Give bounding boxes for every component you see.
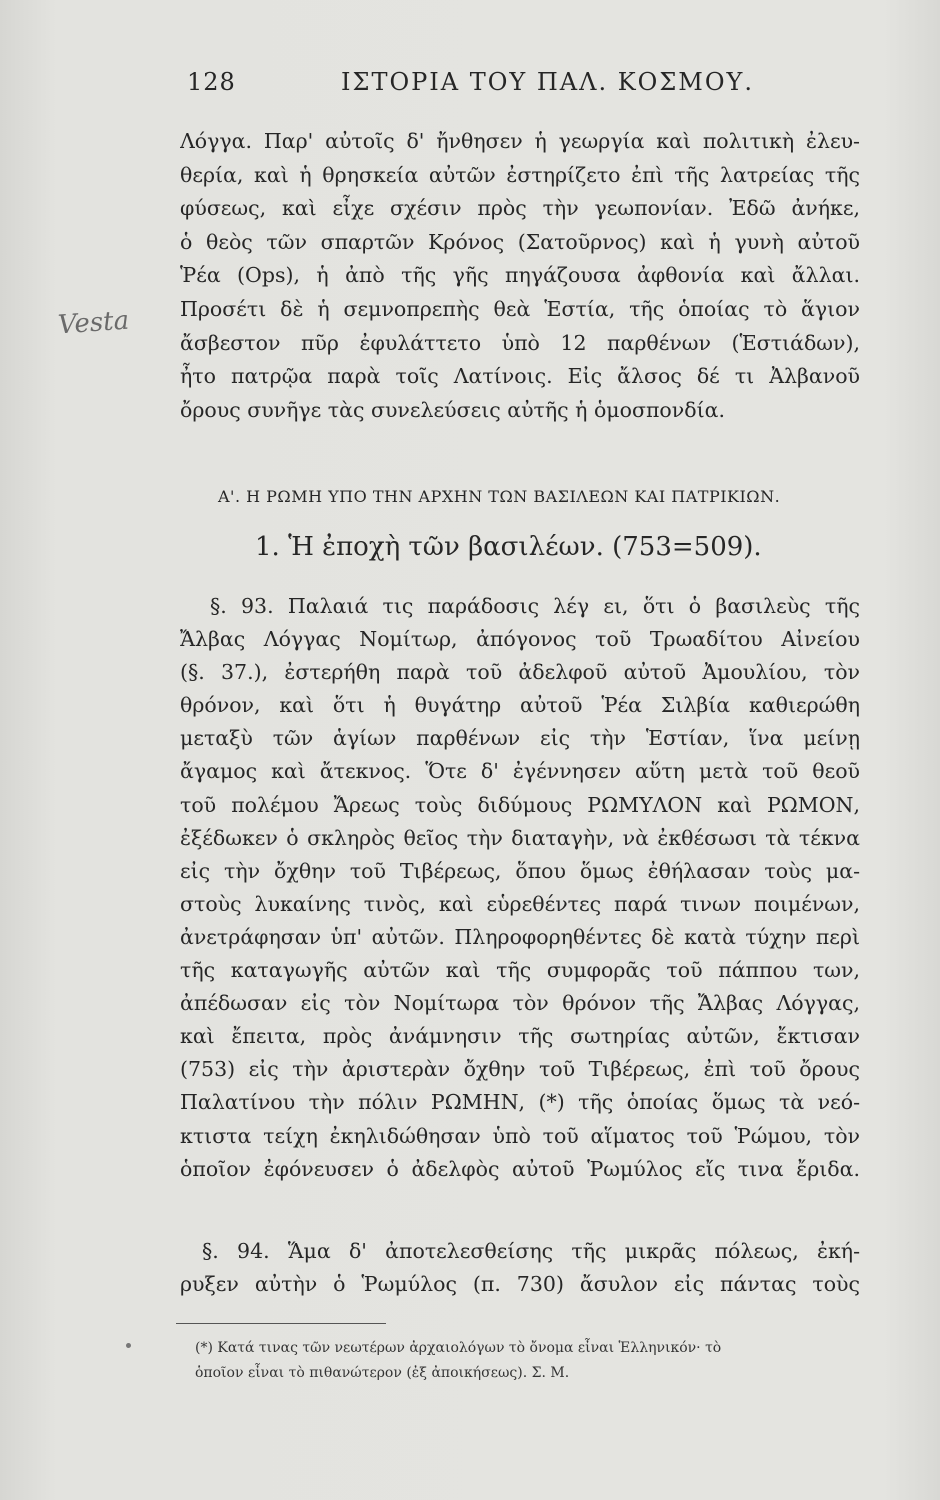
text-line: §. 93. Παλαιά τις παράδοσις λέγ ει, ὅτι ὁ βασιλεὺς τῆς <box>210 594 860 618</box>
text-line: εἰς τὴν ὄχθην τοῦ Τιβέρεως, ὅπου ὅμως ἐθήλασαν τοὺς μα- <box>180 858 860 883</box>
text-line: φύσεως, καὶ εἶχε σχέσιν πρὸς τὴν γεωπονίαν. Ἐδῶ ἀνήκε, <box>180 196 860 221</box>
text-line: ὁποῖον ἐφόνευσεν ὁ ἀδελφὸς αὐτοῦ Ῥωμύλος εἴς τινα ἔριδα. <box>180 1156 860 1181</box>
text-line: ἦτο πατρῷα παρὰ τοῖς Λατίνοις. Εἰς ἄλσος δέ τι Ἀλβανοῦ <box>180 364 860 389</box>
text-line: §. 94. Ἅμα δ' ἀποτελεσθείσης τῆς μικρᾶς πόλεως, ἐκή- <box>202 1239 860 1263</box>
running-head: ΙΣΤΟΡΙΑ ΤΟΥ ΠΑΛ. ΚΟΣΜΟΥ. <box>341 68 755 96</box>
page-number: 128 <box>187 68 236 96</box>
subsection-heading: 1. Ἡ ἐποχὴ τῶν βασιλέων. (753=509). <box>255 532 762 562</box>
section-heading: Α'. Η ΡΩΜΗ ΥΠΟ ΤΗΝ ΑΡΧΗΝ ΤΩΝ ΒΑΣΙΛΕΩΝ ΚΑΙ ΠΑΤΡΙΚΙΩΝ. <box>218 487 781 506</box>
margin-dot <box>126 1343 131 1348</box>
text-line: Ἄλβας Λόγγας Νομίτωρ, ἀπόγονος τοῦ Τρωαδίτου Αἰνείου <box>180 627 860 652</box>
text-line: θρόνον, καὶ ὅτι ἡ θυγάτηρ αὐτοῦ Ῥέα Σιλβία καθιερώθη <box>180 693 860 718</box>
text-line: Ῥέα (Ops), ἡ ἀπὸ τῆς γῆς πηγάζουσα ἀφθονία καὶ ἄλλαι. <box>180 263 860 288</box>
footnote <box>195 1336 855 1386</box>
text-line: ἀνετράφησαν ὑπ' αὐτῶν. Πληροφορηθέντες δὲ κατὰ τύχην περὶ <box>180 924 860 949</box>
page-header <box>187 68 867 104</box>
footnote-rule <box>176 1323 386 1324</box>
paragraph-1 <box>180 125 860 427</box>
text-line: μεταξὺ τῶν ἁγίων παρθένων εἰς τὴν Ἑστίαν, ἵνα μείνῃ <box>180 726 860 751</box>
margin-note: Vesta <box>57 305 131 341</box>
text-line: ὁ θεὸς τῶν σπαρτῶν Κρόνος (Σατοῦρνος) καὶ ἡ γυνὴ αὐτοῦ <box>180 229 860 254</box>
text-line: τοῦ πολέμου Ἄρεως τοὺς διδύμους ΡΩΜΥΛΟΝ καὶ ΡΩΜΟΝ, <box>180 792 860 817</box>
text-line: ὄρους συνῆγε τὰς συνελεύσεις αὐτῆς ἡ ὁμοσπονδία. <box>180 397 725 422</box>
text-line: ἐξέδωκεν ὁ σκληρὸς θεῖος τὴν διαταγὴν, νὰ ἐκθέσωσι τὰ τέκνα <box>180 825 860 850</box>
footnote-line: (*) Κατά τινας τῶν νεωτέρων ἀρχαιολόγων τὸ ὄνομα εἶναι Ἑλληνικόν· τὸ <box>195 1340 722 1356</box>
text-line: (753) εἰς τὴν ἀριστερὰν ὄχθην τοῦ Τιβέρεως, ἐπὶ τοῦ ὄρους <box>180 1057 860 1082</box>
text-line: ἀπέδωσαν εἰς τὸν Νομίτωρα τὸν θρόνον τῆς Ἄλβας Λόγγας, <box>180 991 860 1016</box>
paragraph-2 <box>180 590 860 1186</box>
text-line: ἄγαμος καὶ ἄτεκνος. Ὅτε δ' ἐγέννησεν αὕτη μετὰ τοῦ θεοῦ <box>180 759 860 784</box>
text-line: (§. 37.), ἐστερήθη παρὰ τοῦ ἀδελφοῦ αὐτοῦ Ἀμουλίου, τὸν <box>180 660 860 685</box>
text-line: Λόγγα. Παρ' αὐτοῖς δ' ἤνθησεν ἡ γεωργία καὶ πολιτικὴ ἐλευ- <box>180 129 860 153</box>
footnote-line: ὁποῖον εἶναι τὸ πιθανώτερον (ἐξ ἀποικήσεως). Σ. Μ. <box>195 1365 570 1381</box>
text-line: Παλατίνου τὴν πόλιν ΡΩΜΗΝ, (*) τῆς ὁποίας ὅμως τὰ νεό- <box>180 1090 860 1115</box>
text-line: κτιστα τείχη ἐκηλιδώθησαν ὑπὸ τοῦ αἵματος τοῦ Ῥώμου, τὸν <box>180 1123 860 1148</box>
text-line: θερία, καὶ ἡ θρησκεία αὐτῶν ἐστηρίζετο ἐπὶ τῆς λατρείας τῆς <box>180 162 860 187</box>
text-line: καὶ ἔπειτα, πρὸς ἀνάμνησιν τῆς σωτηρίας αὐτῶν, ἔκτισαν <box>180 1024 860 1049</box>
text-line: ρυξεν αὐτὴν ὁ Ῥωμύλος (π. 730) ἄσυλον εἰς πάντας τοὺς <box>180 1272 860 1296</box>
text-line: τῆς καταγωγῆς αὐτῶν καὶ τῆς συμφορᾶς τοῦ πάππου των, <box>180 958 860 983</box>
paragraph-3 <box>180 1235 860 1301</box>
text-line: Προσέτι δὲ ἡ σεμνοπρεπὴς θεὰ Ἑστία, τῆς ὁποίας τὸ ἅγιον <box>180 296 860 321</box>
text-line: στοὺς λυκαίνης τινὸς, καὶ εὑρεθέντες παρά τινων ποιμένων, <box>180 891 860 916</box>
text-line: ἄσβεστον πῦρ ἐφυλάττετο ὑπὸ 12 παρθένων (Ἑστιάδων), <box>180 330 860 355</box>
